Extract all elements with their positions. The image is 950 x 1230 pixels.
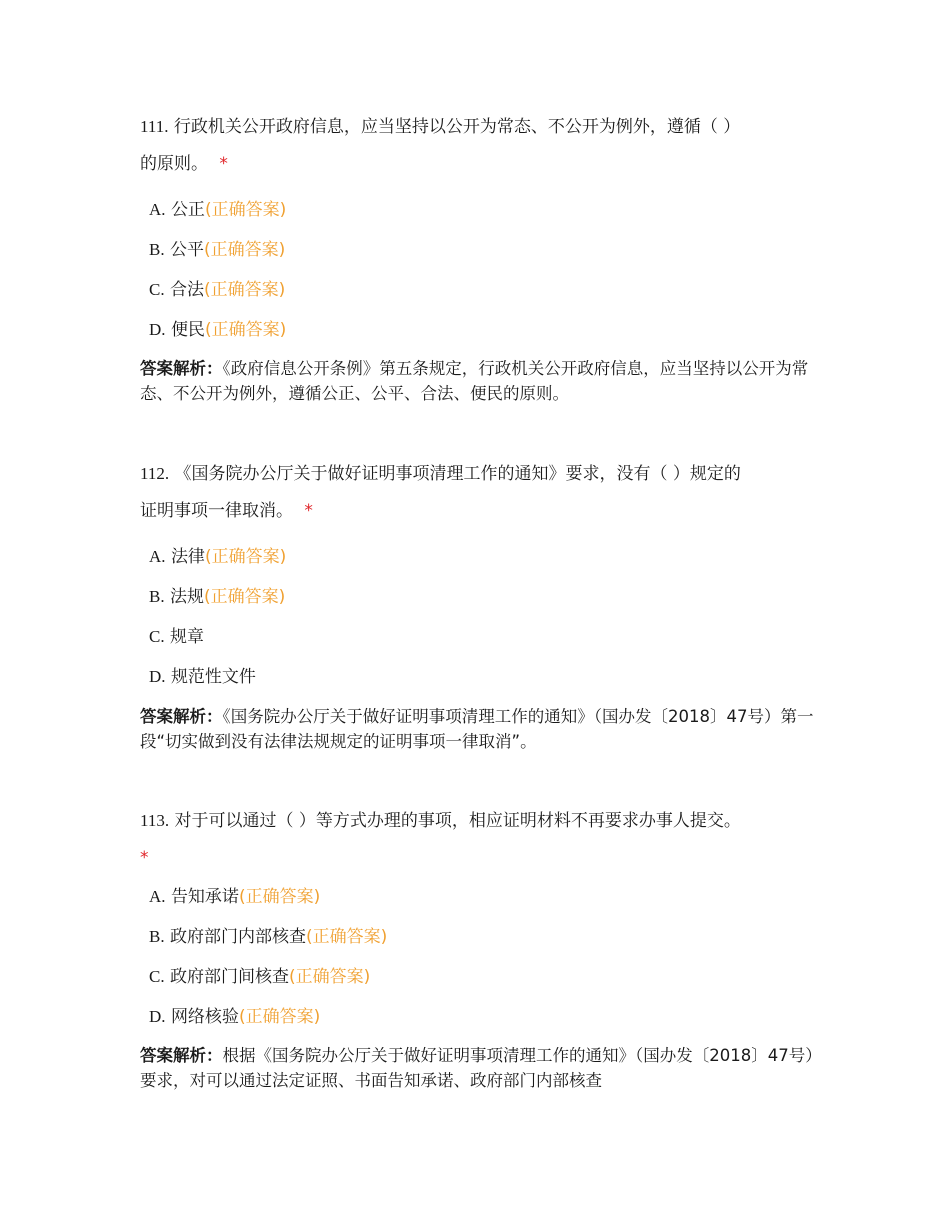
option-a[interactable] xyxy=(149,885,320,909)
correct-answer-tag: (正确答案) xyxy=(289,967,371,987)
option-text: 网络核验 xyxy=(170,1007,239,1027)
option-d[interactable] xyxy=(149,665,256,689)
option-text: 规范性文件 xyxy=(170,667,256,687)
option-c[interactable] xyxy=(149,625,204,649)
option-a[interactable] xyxy=(149,198,286,222)
correct-answer-tag: (正确答案) xyxy=(204,547,287,567)
answer-analysis xyxy=(140,356,815,406)
option-text: 合法 xyxy=(170,280,204,300)
question-title xyxy=(140,455,815,530)
option-letter: D. xyxy=(149,320,166,339)
option-b[interactable] xyxy=(149,585,285,609)
analysis-label: 答案解析： xyxy=(140,359,223,378)
correct-answer-tag: (正确答案) xyxy=(238,1007,321,1027)
required-star: * xyxy=(140,848,149,868)
option-text: 法律 xyxy=(170,547,205,567)
question-text-line2: 证明事项一律取消。 xyxy=(140,501,293,521)
question-text-line1: 《国务院办公厅关于做好证明事项清理工作的通知》要求，没有（ ）规定的 xyxy=(174,464,741,484)
option-letter: B. xyxy=(149,587,165,606)
option-letter: A. xyxy=(149,547,166,566)
correct-answer-tag: (正确答案) xyxy=(204,280,286,300)
option-text: 规章 xyxy=(170,627,204,647)
analysis-label: 答案解析： xyxy=(140,707,223,726)
option-letter: C. xyxy=(149,280,165,299)
required-star: * xyxy=(304,501,313,521)
question-number: 113. xyxy=(140,811,170,830)
option-b[interactable] xyxy=(149,238,285,262)
option-letter: B. xyxy=(149,240,165,259)
question-text-line2: 的原则。 xyxy=(140,154,208,174)
option-letter: C. xyxy=(149,967,165,986)
option-text: 政府部门内部核查 xyxy=(170,927,306,947)
option-c[interactable] xyxy=(149,965,370,989)
question-number: 111. xyxy=(140,117,169,136)
analysis-text: 根据《国务院办公厅关于做好证明事项清理工作的通知》（国办发〔2018〕47号）要求，对可以通过法定证照、书面告知承诺、政府部门内部核查 xyxy=(140,1046,814,1090)
analysis-label: 答案解析： xyxy=(140,1046,223,1065)
option-letter: B. xyxy=(149,927,165,946)
correct-answer-tag: (正确答案) xyxy=(306,927,388,947)
question-text-line1: 对于可以通过（ ）等方式办理的事项，相应证明材料不再要求办事人提交。 xyxy=(174,811,741,831)
correct-answer-tag: (正确答案) xyxy=(204,240,286,260)
correct-answer-tag: (正确答案) xyxy=(204,320,287,340)
option-c[interactable] xyxy=(149,278,285,302)
correct-answer-tag: (正确答案) xyxy=(204,587,286,607)
answer-analysis xyxy=(140,704,815,754)
option-text: 便民 xyxy=(170,320,205,340)
option-text: 法规 xyxy=(170,587,204,607)
option-d[interactable] xyxy=(149,318,286,342)
analysis-text: 《政府信息公开条例》第五条规定，行政机关公开政府信息，应当坚持以公开为常态、不公开为例外，遵循公正、公平、合法、便民的原则。 xyxy=(140,359,809,403)
option-letter: A. xyxy=(149,200,166,219)
question-number: 112. xyxy=(140,464,170,483)
option-a[interactable] xyxy=(149,545,286,569)
question-text-line1: 行政机关公开政府信息，应当坚持以公开为常态、不公开为例外，遵循（ ） xyxy=(173,117,741,137)
option-letter: D. xyxy=(149,667,166,686)
question-title xyxy=(140,108,815,183)
option-letter: C. xyxy=(149,627,165,646)
option-d[interactable] xyxy=(149,1005,320,1029)
option-letter: A. xyxy=(149,887,166,906)
option-b[interactable] xyxy=(149,925,387,949)
option-text: 告知承诺 xyxy=(170,887,239,907)
required-star: * xyxy=(219,154,228,174)
analysis-text: 《国务院办公厅关于做好证明事项清理工作的通知》（国办发〔2018〕47号）第一段“切实做到没有法律法规规定的证明事项一律取消”。 xyxy=(140,707,814,751)
question-title xyxy=(140,802,815,877)
option-letter: D. xyxy=(149,1007,166,1026)
option-text: 公正 xyxy=(170,200,205,220)
correct-answer-tag: (正确答案) xyxy=(204,200,287,220)
answer-analysis xyxy=(140,1043,815,1093)
correct-answer-tag: (正确答案) xyxy=(238,887,321,907)
option-text: 公平 xyxy=(170,240,204,260)
option-text: 政府部门间核查 xyxy=(170,967,289,987)
